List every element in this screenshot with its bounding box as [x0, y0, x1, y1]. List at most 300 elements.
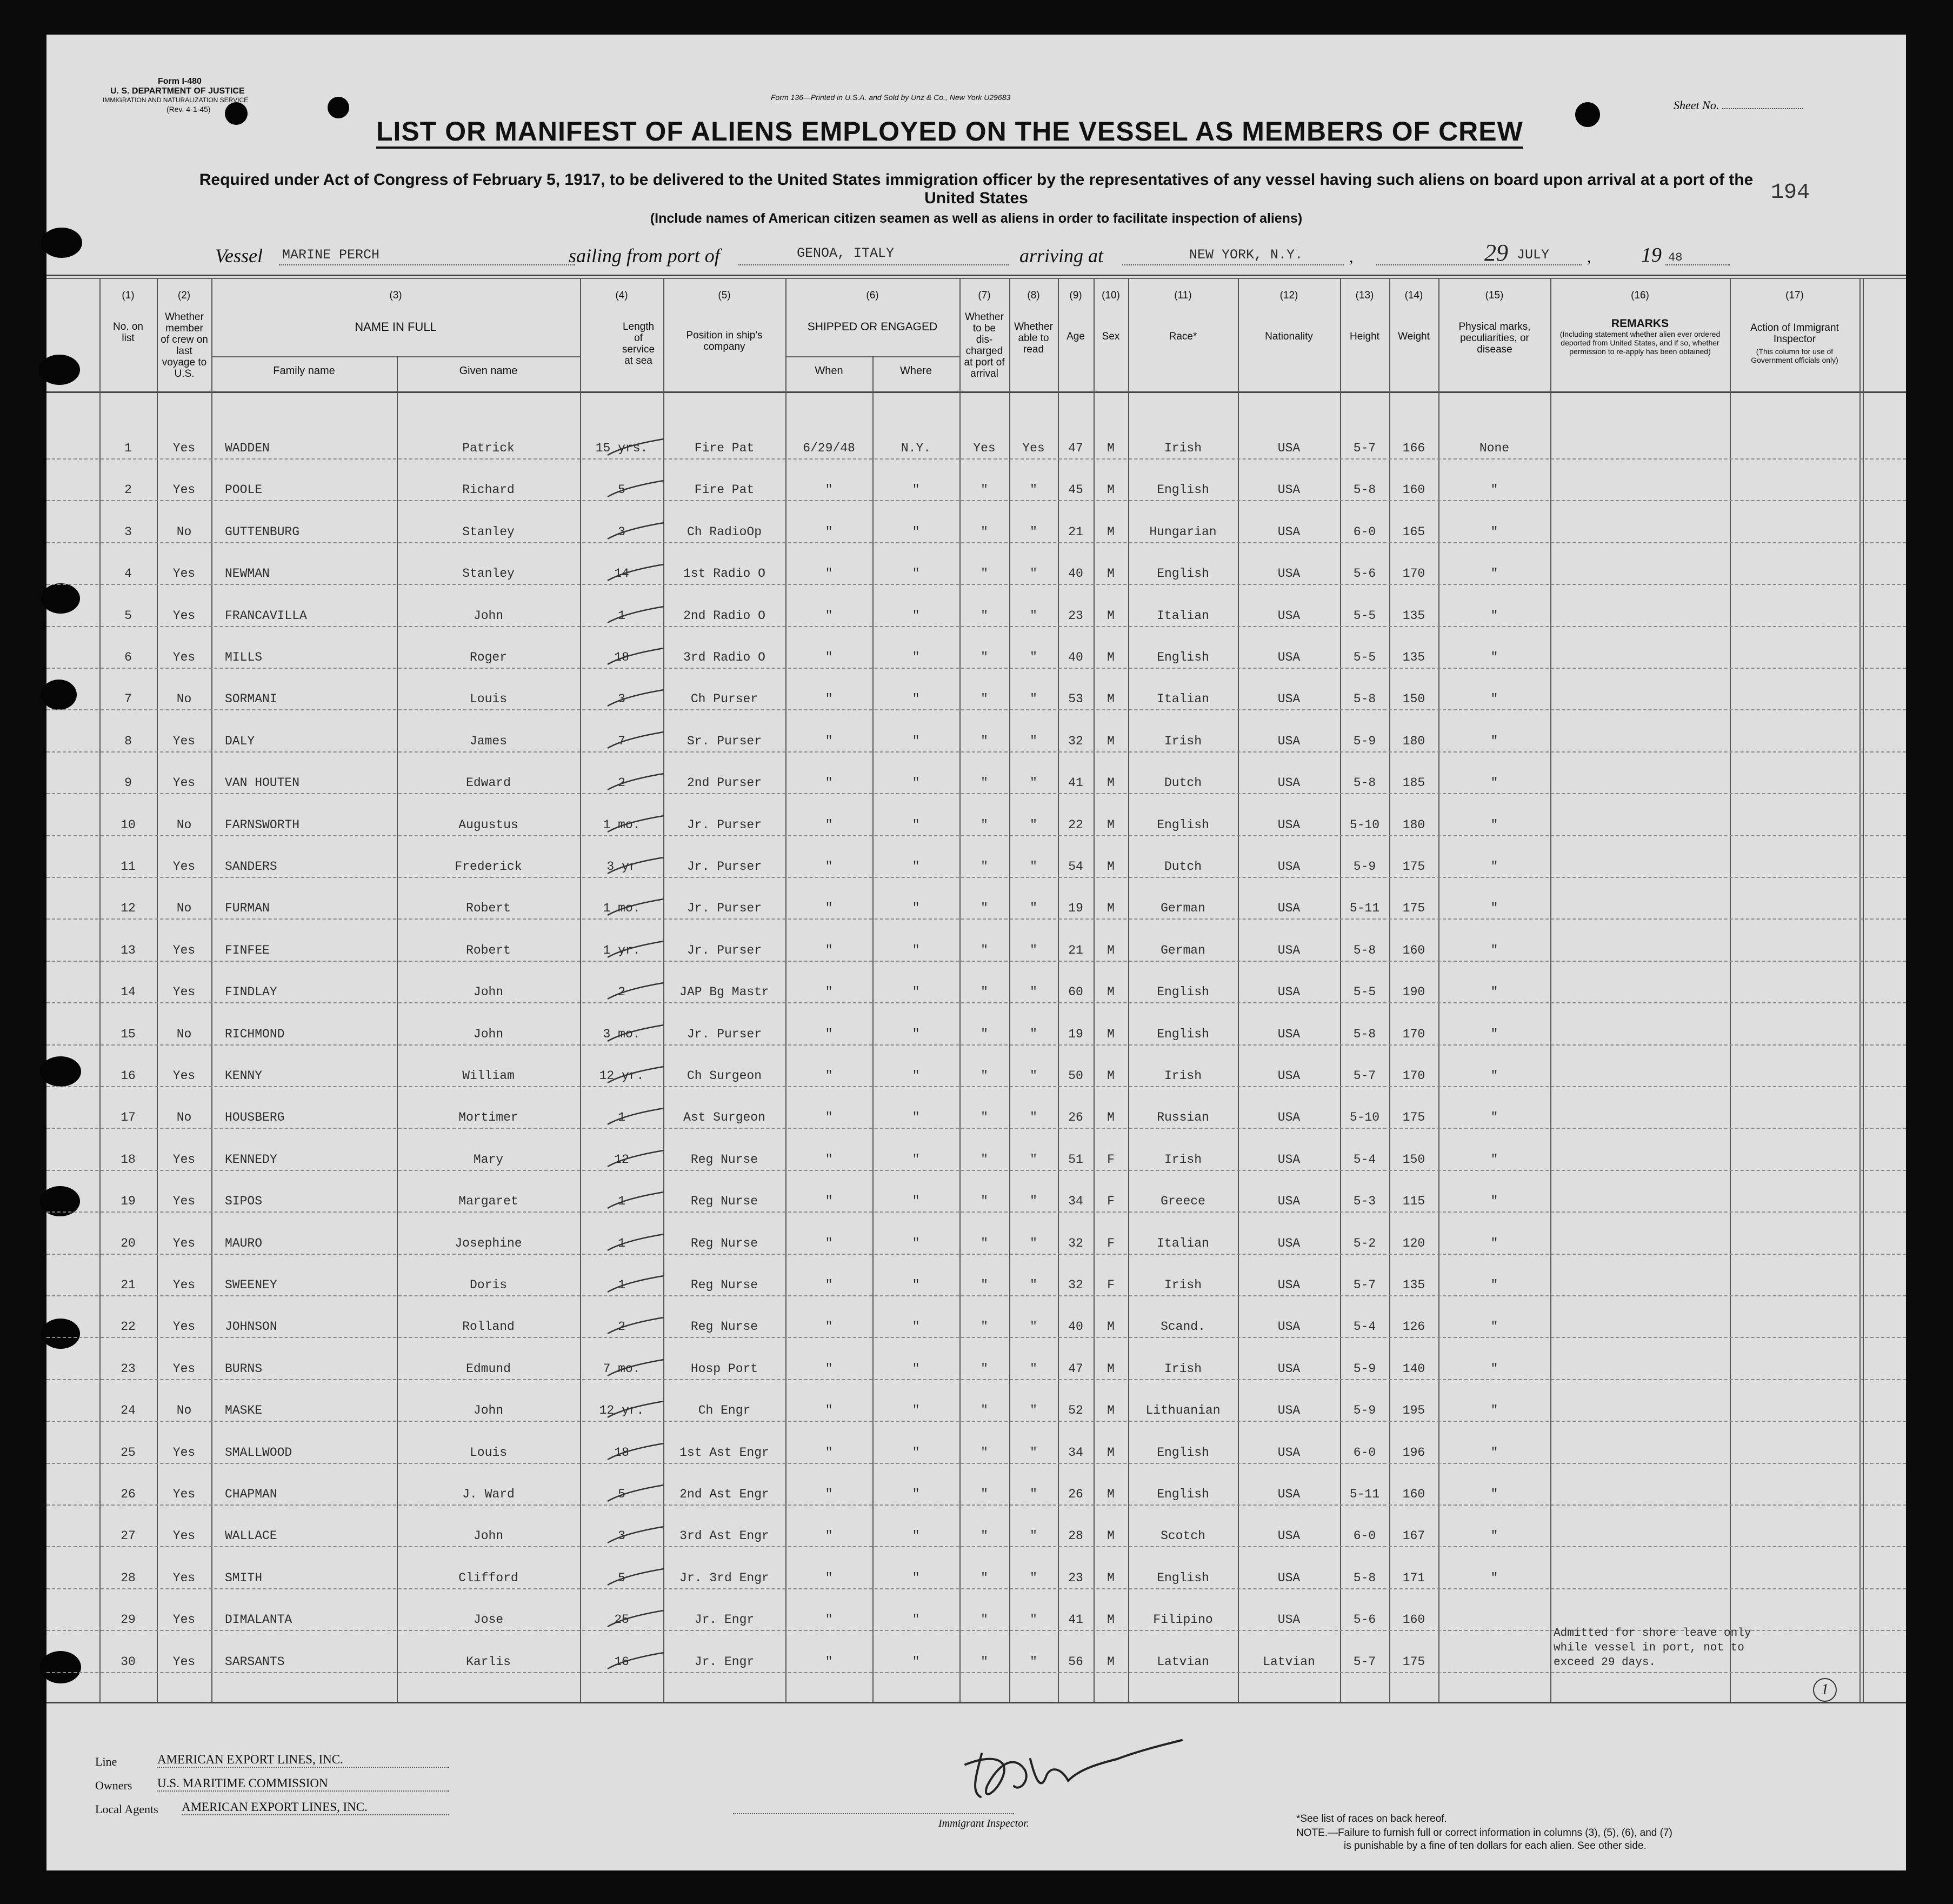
row-rule: [46, 877, 1906, 878]
shipped-where: ": [912, 1320, 920, 1334]
row-rule: [46, 1086, 1906, 1087]
physical-marks: ": [1490, 1152, 1498, 1167]
nationality: USA: [1277, 567, 1301, 581]
shipped-where: ": [912, 860, 920, 874]
previous-voyage: Yes: [172, 441, 196, 455]
position: Sr. Purser: [686, 734, 762, 748]
given-name: John: [473, 1403, 504, 1418]
race: English: [1157, 985, 1209, 1000]
sex: M: [1107, 1445, 1115, 1460]
length-of-service: 5: [618, 1487, 625, 1501]
col-header-when: When: [815, 365, 843, 377]
shipped-when: ": [825, 1027, 833, 1041]
able-to-read: ": [1030, 1027, 1037, 1041]
shipped-where: ": [912, 985, 920, 1000]
length-of-service: 12: [614, 1152, 629, 1167]
height: 5-5: [1353, 985, 1376, 1000]
check-mark-icon: [603, 1104, 668, 1131]
age: 41: [1068, 1613, 1083, 1627]
age: 26: [1068, 1487, 1083, 1501]
row-number: 26: [121, 1487, 136, 1501]
height: 5-10: [1349, 817, 1380, 832]
age: 34: [1068, 1445, 1083, 1460]
check-mark-icon: [603, 1565, 668, 1592]
shipped-where: ": [912, 692, 920, 707]
discharged: ": [981, 1027, 988, 1041]
weight: 135: [1402, 1278, 1425, 1292]
given-name: Rolland: [462, 1320, 515, 1334]
previous-voyage: Yes: [172, 734, 196, 748]
shipped-when: ": [825, 1278, 833, 1292]
penalty-note: NOTE.—Failure to furnish full or correct information in columns (3), (5), (6), and (7): [1296, 1827, 1672, 1839]
previous-voyage: Yes: [172, 1654, 196, 1669]
row-rule: [46, 584, 1906, 585]
sex: M: [1107, 1110, 1115, 1125]
length-of-service: 3: [618, 1529, 625, 1543]
row-number: 3: [124, 524, 132, 539]
check-mark-icon: [603, 1648, 668, 1675]
col-num: (1): [122, 290, 135, 301]
given-name: Karlis: [466, 1654, 511, 1669]
discharged: ": [981, 1613, 988, 1627]
shipped-when: ": [825, 1069, 833, 1083]
shipped-when: ": [825, 1110, 833, 1125]
name-subheader-line: [211, 356, 580, 357]
position: Jr. Engr: [694, 1613, 755, 1627]
shipped-where: ": [912, 608, 920, 623]
column-divider: [1550, 278, 1551, 1702]
shipped-when: ": [825, 1570, 833, 1585]
able-to-read: ": [1030, 985, 1037, 1000]
position: Jr. 3rd Engr: [679, 1570, 769, 1585]
row-number: 19: [121, 1194, 136, 1209]
age: 51: [1068, 1152, 1083, 1167]
sex: M: [1107, 483, 1115, 497]
row-number: 4: [124, 567, 132, 581]
weight: 190: [1402, 985, 1425, 1000]
weight: 120: [1402, 1236, 1425, 1250]
form-number: Form I-480: [158, 77, 202, 86]
punch-hole: [41, 680, 77, 710]
able-to-read: ": [1030, 1278, 1037, 1292]
previous-voyage: Yes: [172, 567, 196, 581]
race: English: [1157, 817, 1209, 832]
race: Irish: [1164, 1069, 1202, 1083]
row-number: 13: [121, 943, 136, 957]
row-rule: [46, 458, 1906, 460]
row-rule: [46, 1170, 1906, 1171]
check-mark-icon: [603, 1397, 668, 1424]
race: English: [1157, 567, 1209, 581]
discharged: ": [981, 608, 988, 623]
shipped-where: ": [912, 1654, 920, 1669]
shipped-when: ": [825, 1403, 833, 1418]
shipped-where: ": [912, 734, 920, 748]
row-number: 1: [124, 441, 132, 455]
race: Greece: [1161, 1194, 1205, 1209]
family-name: FINDLAY: [225, 985, 277, 1000]
nationality: USA: [1277, 524, 1301, 539]
physical-marks: ": [1490, 1110, 1498, 1125]
nationality: USA: [1277, 1027, 1301, 1041]
able-to-read: Yes: [1022, 441, 1045, 455]
punch-hole: [328, 97, 349, 118]
physical-marks: ": [1490, 734, 1498, 748]
nationality: USA: [1277, 985, 1301, 1000]
shipped-when: 6/29/48: [803, 441, 855, 455]
race: English: [1157, 1027, 1209, 1041]
weight: 175: [1402, 1110, 1425, 1125]
shipped-when: ": [825, 524, 833, 539]
able-to-read: ": [1030, 776, 1037, 790]
shipped-when: ": [825, 567, 833, 581]
nationality: USA: [1277, 692, 1301, 707]
length-of-service: 12 yr.: [599, 1069, 644, 1083]
discharged: ": [981, 1445, 988, 1460]
inspector-signature: [933, 1721, 1236, 1808]
row-rule: [46, 793, 1906, 794]
previous-voyage: No: [176, 901, 192, 916]
row-rule: [46, 1211, 1906, 1213]
arrival-day: 29: [1484, 239, 1508, 266]
discharged: ": [981, 692, 988, 707]
height: 5-9: [1353, 1361, 1376, 1376]
weight: 160: [1402, 1487, 1425, 1501]
row-rule: [46, 1044, 1906, 1046]
row-number: 23: [121, 1361, 136, 1376]
given-name: John: [473, 608, 504, 623]
previous-voyage: Yes: [172, 860, 196, 874]
physical-marks: ": [1490, 1487, 1498, 1501]
col-num: (13): [1355, 290, 1374, 301]
check-mark-icon: [603, 644, 668, 671]
height: 5-9: [1353, 860, 1376, 874]
punch-hole: [41, 1319, 80, 1349]
shipped-where: ": [912, 1236, 920, 1250]
vessel-underline: [279, 264, 575, 265]
position: 2nd Radio O: [683, 608, 765, 623]
previous-voyage: Yes: [172, 483, 196, 497]
sex: M: [1107, 1654, 1115, 1669]
age: 19: [1068, 901, 1083, 916]
column-divider: [1730, 278, 1731, 1702]
punch-hole: [1575, 102, 1600, 127]
row-number: 17: [121, 1110, 136, 1125]
col-header-where: Where: [900, 365, 932, 377]
nationality: USA: [1277, 1613, 1301, 1627]
subtitle: Required under Act of Congress of February 5, 1917, to be delivered to the United States immigration officer by the representatives of any vessel having such aliens on board upon arrival at a port of the United States: [199, 171, 1754, 207]
punch-hole: [41, 228, 82, 258]
physical-marks: ": [1490, 901, 1498, 916]
sex: F: [1107, 1236, 1115, 1250]
punch-hole: [40, 1056, 81, 1087]
col-num: (17): [1785, 290, 1804, 301]
col-header-remarks-note: (Including statement whether alien ever ordered deported from United States, and if so, whether permission to re-apply has been obtained): [1559, 330, 1721, 356]
family-name: SWEENEY: [225, 1278, 277, 1292]
previous-voyage: No: [176, 692, 192, 707]
sex: F: [1107, 1194, 1115, 1209]
physical-marks: ": [1490, 567, 1498, 581]
year-prefix: 19: [1641, 244, 1662, 267]
sex: M: [1107, 817, 1115, 832]
check-mark-icon: [603, 1439, 668, 1466]
printer-note: Form 136—Printed in U.S.A. and Sold by Unz & Co., New York U29683: [771, 93, 1011, 102]
length-of-service: 1 mo.: [603, 817, 641, 832]
nationality: USA: [1277, 1445, 1301, 1460]
able-to-read: ": [1030, 650, 1037, 664]
sailing-label: sailing from port of: [569, 245, 720, 267]
agents-label: Local Agents: [95, 1802, 158, 1816]
page-stamp-number: 194: [1771, 181, 1810, 205]
shipped-when: ": [825, 817, 833, 832]
sex: M: [1107, 692, 1115, 707]
weight: 180: [1402, 817, 1425, 832]
discharged: ": [981, 1361, 988, 1376]
sex: M: [1107, 1069, 1115, 1083]
physical-marks: ": [1490, 524, 1498, 539]
previous-voyage: Yes: [172, 608, 196, 623]
shipped-when: ": [825, 985, 833, 1000]
family-name: SIPOS: [225, 1194, 263, 1209]
row-number: 20: [121, 1236, 136, 1250]
age: 32: [1068, 734, 1083, 748]
column-divider: [1863, 278, 1864, 1702]
shipped-when: ": [825, 1654, 833, 1669]
col-num: (10): [1102, 290, 1120, 301]
family-name: KENNY: [225, 1069, 263, 1083]
physical-marks: ": [1490, 1194, 1498, 1209]
port-underline: [738, 264, 1009, 265]
inspector-underline: [733, 1813, 1014, 1814]
given-name: John: [473, 985, 504, 1000]
length-of-service: 3 yr: [606, 860, 637, 874]
previous-voyage: Yes: [172, 1361, 196, 1376]
comma: ,: [1349, 248, 1354, 266]
position: Reg Nurse: [690, 1152, 758, 1167]
length-of-service: 14: [614, 567, 629, 581]
nationality: USA: [1277, 1069, 1301, 1083]
nationality: USA: [1277, 901, 1301, 916]
row-rule: [46, 1337, 1906, 1338]
row-rule: [46, 709, 1906, 710]
sex: M: [1107, 1570, 1115, 1585]
col-num: (12): [1279, 290, 1298, 301]
age: 54: [1068, 860, 1083, 874]
row-number: 9: [124, 776, 132, 790]
able-to-read: ": [1030, 1529, 1037, 1543]
height: 5-4: [1353, 1152, 1376, 1167]
length-of-service: 18: [614, 650, 629, 664]
col-header-given-name: Given name: [459, 365, 518, 377]
previous-voyage: No: [176, 524, 192, 539]
shipped-where: ": [912, 650, 920, 664]
family-name: WALLACE: [225, 1529, 277, 1543]
given-name: Robert: [466, 901, 511, 916]
discharged: ": [981, 1654, 988, 1669]
family-name: POOLE: [225, 483, 263, 497]
height: 5-8: [1353, 943, 1376, 957]
weight: 170: [1402, 1027, 1425, 1041]
weight: 160: [1402, 1613, 1425, 1627]
previous-voyage: Yes: [172, 1194, 196, 1209]
row-number: 11: [121, 860, 136, 874]
length-of-service: 1: [618, 608, 625, 623]
given-name: Jose: [473, 1613, 504, 1627]
age: 56: [1068, 1654, 1083, 1669]
row-rule: [46, 1128, 1906, 1129]
physical-marks: ": [1490, 1236, 1498, 1250]
position: Jr. Engr: [694, 1654, 755, 1669]
check-mark-icon: [603, 769, 668, 796]
family-name: FRANCAVILLA: [225, 608, 307, 623]
punch-hole: [39, 355, 80, 385]
physical-marks: ": [1490, 1403, 1498, 1418]
row-number: 24: [121, 1403, 136, 1418]
nationality: USA: [1277, 817, 1301, 832]
check-mark-icon: [603, 1313, 668, 1340]
length-of-service: 25: [614, 1613, 629, 1627]
able-to-read: ": [1030, 817, 1037, 832]
row-number: 27: [121, 1529, 136, 1543]
height: 6-0: [1353, 524, 1376, 539]
shipped-where: ": [912, 1403, 920, 1418]
weight: 195: [1402, 1403, 1425, 1418]
weight: 175: [1402, 860, 1425, 874]
col-header-physical-marks: Physical marks, peculiarities, or disease: [1458, 321, 1531, 355]
able-to-read: ": [1030, 901, 1037, 916]
given-name: Edmund: [466, 1361, 511, 1376]
discharged: ": [981, 567, 988, 581]
owners-value: U.S. MARITIME COMMISSION: [157, 1776, 449, 1792]
manifest-sheet: [46, 35, 1906, 1870]
race: Filipino: [1153, 1613, 1213, 1627]
race: Lithuanian: [1145, 1403, 1221, 1418]
family-name: KENNEDY: [225, 1152, 277, 1167]
check-mark-icon: [603, 978, 668, 1006]
shipped-when: ": [825, 860, 833, 874]
col-header-shipped: SHIPPED OR ENGAGED: [807, 321, 938, 333]
col-header-previous-voyage: Whether member of crew on last voyage to U.S.: [161, 311, 208, 380]
previous-voyage: No: [176, 1027, 192, 1041]
owners-label: Owners: [95, 1779, 132, 1792]
shipped-where: N.Y.: [901, 441, 931, 455]
weight: 160: [1402, 943, 1425, 957]
row-rule: [46, 751, 1906, 753]
previous-voyage: Yes: [172, 943, 196, 957]
age: 60: [1068, 985, 1083, 1000]
length-of-service: 16: [614, 1654, 629, 1669]
family-name: GUTTENBURG: [225, 524, 300, 539]
able-to-read: ": [1030, 1445, 1037, 1460]
family-name: HOUSBERG: [225, 1110, 285, 1125]
family-name: SARSANTS: [225, 1654, 285, 1669]
weight: 126: [1402, 1320, 1425, 1334]
check-mark-icon: [603, 602, 668, 629]
sex: M: [1107, 567, 1115, 581]
given-name: Louis: [469, 1445, 507, 1460]
family-name: SMALLWOOD: [225, 1445, 292, 1460]
weight: 115: [1402, 1194, 1425, 1209]
check-mark-icon: [603, 1230, 668, 1257]
length-of-service: 3 mo.: [603, 1027, 641, 1041]
agents-value: AMERICAN EXPORT LINES, INC.: [182, 1800, 449, 1815]
row-rule: [46, 1379, 1906, 1380]
col-header-family-name: Family name: [273, 365, 335, 377]
shipped-when: ": [825, 483, 833, 497]
family-name: FARNSWORTH: [225, 817, 300, 832]
family-name: SORMANI: [225, 692, 277, 707]
length-of-service: 12 yr.: [599, 1403, 644, 1418]
previous-voyage: Yes: [172, 1613, 196, 1627]
arrival-month: JULY: [1517, 247, 1550, 263]
length-of-service: 1 mo.: [603, 901, 641, 916]
able-to-read: ": [1030, 1361, 1037, 1376]
discharged: ": [981, 1487, 988, 1501]
race: Scotch: [1161, 1529, 1205, 1543]
able-to-read: ": [1030, 1236, 1037, 1250]
age: 53: [1068, 692, 1083, 707]
race: Irish: [1164, 1152, 1202, 1167]
nationality: USA: [1277, 1320, 1301, 1334]
nationality: USA: [1277, 1570, 1301, 1585]
able-to-read: ": [1030, 692, 1037, 707]
length-of-service: 3: [618, 524, 625, 539]
age: 40: [1068, 1320, 1083, 1334]
height: 5-5: [1353, 608, 1376, 623]
position: Jr. Purser: [686, 817, 762, 832]
row-rule: [46, 1588, 1906, 1589]
nationality: USA: [1277, 1194, 1301, 1209]
sex: M: [1107, 608, 1115, 623]
weight: 171: [1402, 1570, 1425, 1585]
row-rule: [46, 1504, 1906, 1506]
length-of-service: 3: [618, 692, 625, 707]
weight: 185: [1402, 776, 1425, 790]
sheet-number-label: Sheet No.: [1674, 98, 1803, 112]
sex: M: [1107, 1027, 1115, 1041]
nationality: USA: [1277, 608, 1301, 623]
given-name: Frederick: [455, 860, 522, 874]
col-header-read: Whether able to read: [1014, 321, 1053, 355]
row-number: 14: [121, 985, 136, 1000]
shipped-where: ": [912, 1361, 920, 1376]
row-number: 5: [124, 608, 132, 623]
row-rule: [46, 918, 1906, 920]
race: English: [1157, 650, 1209, 664]
height: 5-10: [1349, 1110, 1380, 1125]
weight: 175: [1402, 901, 1425, 916]
height: 5-11: [1349, 901, 1380, 916]
able-to-read: ": [1030, 734, 1037, 748]
height: 5-5: [1353, 650, 1376, 664]
shipped-where: ": [912, 901, 920, 916]
table-top-border-inner: [46, 278, 1906, 279]
vessel-label: Vessel: [215, 245, 263, 267]
service-name: IMMIGRATION AND NATURALIZATION SERVICE: [103, 96, 249, 104]
table-bottom-border: [46, 1702, 1906, 1703]
given-name: Robert: [466, 943, 511, 957]
shipped-when: ": [825, 608, 833, 623]
age: 23: [1068, 1570, 1083, 1585]
shipped-where: ": [912, 817, 920, 832]
row-rule: [46, 1421, 1906, 1422]
given-name: John: [473, 1529, 504, 1543]
given-name: William: [462, 1069, 515, 1083]
previous-voyage: Yes: [172, 985, 196, 1000]
given-name: Roger: [469, 650, 507, 664]
position: Jr. Purser: [686, 943, 762, 957]
check-mark-icon: [603, 685, 668, 713]
